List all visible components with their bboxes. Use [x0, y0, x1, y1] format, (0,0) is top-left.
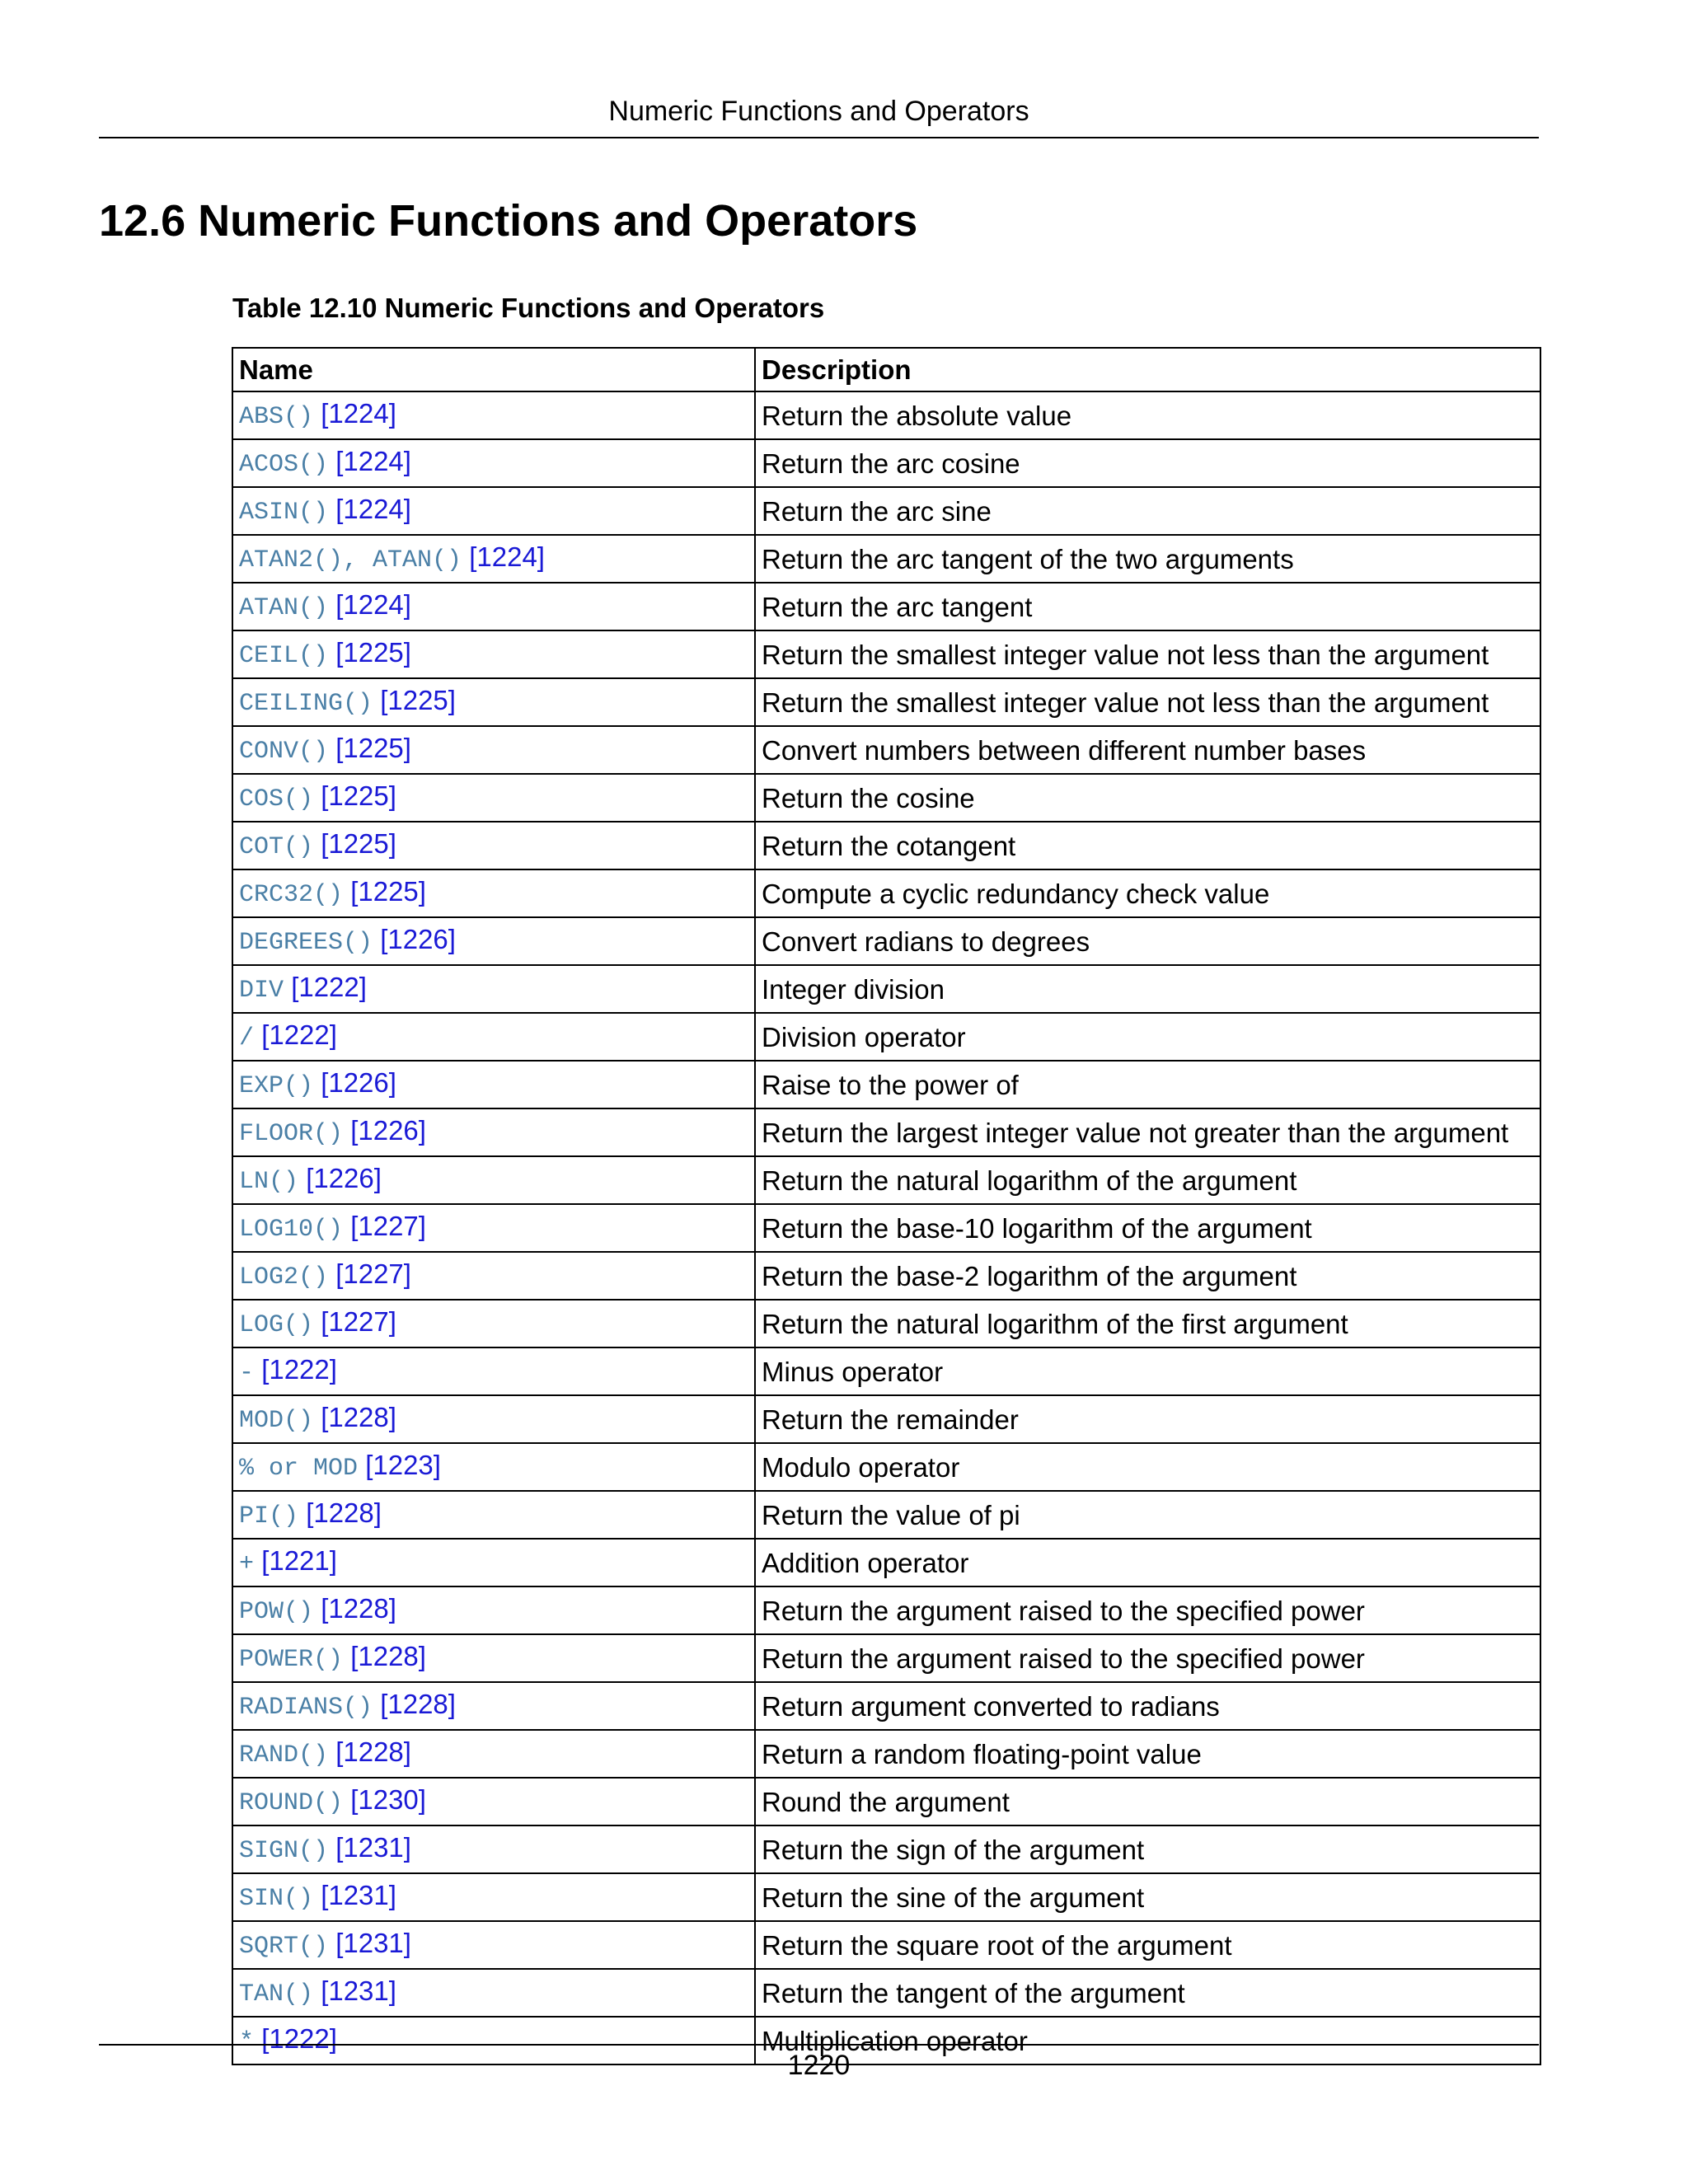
page-reference-link[interactable]: [1225]	[335, 637, 411, 668]
description-cell: Minus operator	[755, 1347, 1540, 1395]
page-reference-link[interactable]: [1222]	[261, 1354, 337, 1385]
function-name-cell	[232, 678, 755, 726]
table-row	[232, 1682, 1540, 1730]
table-row	[232, 965, 1540, 1013]
page-number: 1220	[787, 2050, 851, 2081]
function-name: PI()	[239, 1502, 299, 1530]
function-name: POWER()	[239, 1646, 344, 1674]
page-reference-link[interactable]: [1224]	[469, 541, 545, 572]
function-name: ROUND()	[239, 1789, 344, 1817]
function-name-cell	[232, 822, 755, 869]
function-name-cell	[232, 535, 755, 583]
function-name-cell	[232, 1586, 755, 1634]
function-name-cell	[232, 869, 755, 917]
table-row	[232, 1539, 1540, 1586]
page-reference-link[interactable]: [1226]	[306, 1163, 382, 1193]
function-name: RADIANS()	[239, 1694, 373, 1722]
function-name: TAN()	[239, 1980, 314, 2008]
column-header-name: Name	[232, 348, 755, 391]
description-cell: Return the arc tangent	[755, 583, 1540, 630]
function-name-cell	[232, 1539, 755, 1586]
page-reference-link[interactable]: [1231]	[321, 1975, 396, 2006]
function-name: LOG2()	[239, 1263, 329, 1291]
function-name: ATAN()	[239, 594, 329, 622]
function-name-cell	[232, 1682, 755, 1730]
function-name: *	[239, 2028, 255, 2056]
description-cell: Return the tangent of the argument	[755, 1969, 1540, 2017]
page-reference-link[interactable]: [1228]	[321, 1402, 396, 1432]
description-cell: Return the natural logarithm of the first argument	[755, 1300, 1540, 1347]
description-cell: Compute a cyclic redundancy check value	[755, 869, 1540, 917]
page-reference-link[interactable]: [1224]	[321, 398, 396, 429]
function-name-cell	[232, 1300, 755, 1347]
page-reference-link[interactable]: [1224]	[335, 589, 411, 620]
function-name-cell	[232, 439, 755, 487]
description-cell: Return the value of pi	[755, 1491, 1540, 1539]
function-name-cell	[232, 1204, 755, 1252]
description-cell: Multiplication operator	[755, 2017, 1540, 2064]
description-cell: Convert radians to degrees	[755, 917, 1540, 965]
table-row	[232, 439, 1540, 487]
function-name: CONV()	[239, 738, 329, 766]
description-cell: Return the arc cosine	[755, 439, 1540, 487]
description-cell: Return the sine of the argument	[755, 1873, 1540, 1921]
table-row	[232, 535, 1540, 583]
function-name: MOD()	[239, 1407, 314, 1435]
function-name-cell	[232, 1825, 755, 1873]
page-reference-link[interactable]: [1224]	[335, 494, 411, 524]
description-cell: Return the base-2 logarithm of the argument	[755, 1252, 1540, 1300]
function-name: +	[239, 1550, 255, 1578]
function-name-cell	[232, 487, 755, 535]
function-name: DIV	[239, 977, 284, 1005]
table-row	[232, 1921, 1540, 1969]
description-cell: Round the argument	[755, 1778, 1540, 1825]
description-cell: Convert numbers between different number bases	[755, 726, 1540, 774]
page-reference-link[interactable]: [1222]	[291, 972, 367, 1002]
page-reference-link[interactable]: [1231]	[335, 1832, 411, 1863]
description-cell: Return the argument raised to the specified power	[755, 1586, 1540, 1634]
function-name: % or MOD	[239, 1455, 359, 1483]
page-reference-link[interactable]: [1231]	[321, 1880, 396, 1910]
table-row	[232, 1491, 1540, 1539]
page-reference-link[interactable]: [1223]	[365, 1450, 441, 1480]
function-name: SIGN()	[239, 1837, 329, 1865]
function-name-cell	[232, 1395, 755, 1443]
functions-table	[232, 347, 1541, 2065]
description-cell: Modulo operator	[755, 1443, 1540, 1491]
table-row	[232, 1061, 1540, 1108]
table-row	[232, 1300, 1540, 1347]
function-name-cell	[232, 1013, 755, 1061]
function-name-cell	[232, 1252, 755, 1300]
function-name: ASIN()	[239, 499, 329, 527]
page-reference-link[interactable]: [1225]	[335, 733, 411, 763]
table-header-row	[232, 348, 1540, 391]
function-name: CRC32()	[239, 881, 344, 909]
footer-rule	[99, 2044, 1539, 2046]
description-cell: Return the cotangent	[755, 822, 1540, 869]
page-reference-link[interactable]: [1225]	[321, 828, 396, 859]
page-reference-link[interactable]: [1222]	[261, 2023, 337, 2054]
table-row	[232, 774, 1540, 822]
column-header-description: Description	[755, 348, 1540, 391]
table-row	[232, 1586, 1540, 1634]
function-name: CEIL()	[239, 642, 329, 670]
function-name-cell	[232, 630, 755, 678]
function-name: COT()	[239, 833, 314, 861]
page-reference-link[interactable]: [1228]	[321, 1593, 396, 1624]
header-rule	[99, 137, 1539, 138]
function-name: LN()	[239, 1168, 299, 1196]
page-reference-link[interactable]: [1225]	[350, 876, 426, 907]
description-cell: Division operator	[755, 1013, 1540, 1061]
function-name-cell	[232, 1921, 755, 1969]
section-title: 12.6 Numeric Functions and Operators	[99, 196, 918, 246]
function-name-cell	[232, 1347, 755, 1395]
function-name-cell	[232, 1730, 755, 1778]
function-name: RAND()	[239, 1741, 329, 1769]
function-name-cell	[232, 1634, 755, 1682]
description-cell: Integer division	[755, 965, 1540, 1013]
function-name-cell	[232, 391, 755, 439]
page-reference-link[interactable]: [1225]	[321, 780, 396, 811]
function-name-cell	[232, 1061, 755, 1108]
function-name: ABS()	[239, 403, 314, 431]
page-reference-link[interactable]: [1226]	[321, 1067, 396, 1098]
table-body	[232, 391, 1540, 2064]
function-name: LOG10()	[239, 1216, 344, 1244]
description-cell: Return the smallest integer value not less than the argument	[755, 678, 1540, 726]
table-row	[232, 630, 1540, 678]
description-cell: Return the remainder	[755, 1395, 1540, 1443]
function-name: EXP()	[239, 1072, 314, 1100]
table-row	[232, 1873, 1540, 1921]
function-name-cell	[232, 726, 755, 774]
table-row	[232, 917, 1540, 965]
table-row	[232, 1347, 1540, 1395]
table-row	[232, 869, 1540, 917]
function-name-cell	[232, 774, 755, 822]
function-name-cell	[232, 1969, 755, 2017]
description-cell: Return the argument raised to the specified power	[755, 1634, 1540, 1682]
function-name-cell	[232, 583, 755, 630]
table-row	[232, 1778, 1540, 1825]
description-cell: Addition operator	[755, 1539, 1540, 1586]
table-row	[232, 1634, 1540, 1682]
page-reference-link[interactable]: [1224]	[335, 446, 411, 476]
function-name: LOG()	[239, 1311, 314, 1339]
function-name-cell	[232, 1156, 755, 1204]
table-row	[232, 726, 1540, 774]
function-name-cell	[232, 1778, 755, 1825]
function-name: -	[239, 1359, 255, 1387]
function-name: SIN()	[239, 1885, 314, 1913]
table-row	[232, 583, 1540, 630]
function-name: CEILING()	[239, 690, 373, 718]
function-name: POW()	[239, 1598, 314, 1626]
function-name-cell	[232, 1873, 755, 1921]
page-reference-link[interactable]: [1225]	[380, 685, 456, 715]
table-row	[232, 1825, 1540, 1873]
table-row	[232, 487, 1540, 535]
page-reference-link[interactable]: [1227]	[321, 1306, 396, 1337]
page-reference-link[interactable]: [1227]	[335, 1258, 411, 1289]
table-row	[232, 822, 1540, 869]
function-name: DEGREES()	[239, 929, 373, 957]
page-reference-link[interactable]: [1230]	[350, 1784, 426, 1815]
description-cell: Return the cosine	[755, 774, 1540, 822]
page-reference-link[interactable]: [1226]	[350, 1115, 426, 1146]
page-reference-link[interactable]: [1226]	[380, 924, 456, 954]
function-name: /	[239, 1024, 255, 1052]
page-reference-link[interactable]: [1228]	[350, 1641, 426, 1671]
function-name-cell	[232, 1108, 755, 1156]
description-cell: Return a random floating-point value	[755, 1730, 1540, 1778]
table-row	[232, 1443, 1540, 1491]
function-name-cell	[232, 1491, 755, 1539]
function-name: ACOS()	[239, 451, 329, 479]
table-row	[232, 1252, 1540, 1300]
table-row	[232, 1013, 1540, 1061]
page-reference-link[interactable]: [1227]	[350, 1211, 426, 1241]
table-row	[232, 1108, 1540, 1156]
description-cell: Return the square root of the argument	[755, 1921, 1540, 1969]
table-caption: Table 12.10 Numeric Functions and Operators	[232, 293, 825, 323]
table-row	[232, 1156, 1540, 1204]
description-cell: Raise to the power of	[755, 1061, 1540, 1108]
table-row	[232, 391, 1540, 439]
table-row	[232, 1969, 1540, 2017]
table-row	[232, 678, 1540, 726]
function-name: ATAN2(), ATAN()	[239, 546, 462, 574]
table-row	[232, 1395, 1540, 1443]
page-reference-link[interactable]: [1231]	[335, 1928, 411, 1958]
description-cell: Return the base-10 logarithm of the argument	[755, 1204, 1540, 1252]
table-row	[232, 1204, 1540, 1252]
description-cell: Return the smallest integer value not less than the argument	[755, 630, 1540, 678]
page-reference-link[interactable]: [1228]	[306, 1497, 382, 1528]
page-reference-link[interactable]: [1221]	[261, 1545, 337, 1576]
page-reference-link[interactable]: [1228]	[335, 1736, 411, 1767]
function-name-cell	[232, 917, 755, 965]
description-cell: Return the natural logarithm of the argument	[755, 1156, 1540, 1204]
description-cell: Return argument converted to radians	[755, 1682, 1540, 1730]
description-cell: Return the arc sine	[755, 487, 1540, 535]
function-name: COS()	[239, 785, 314, 813]
page-reference-link[interactable]: [1228]	[380, 1689, 456, 1719]
description-cell: Return the sign of the argument	[755, 1825, 1540, 1873]
description-cell: Return the arc tangent of the two arguments	[755, 535, 1540, 583]
function-name: SQRT()	[239, 1933, 329, 1961]
function-name: FLOOR()	[239, 1120, 344, 1148]
page-reference-link[interactable]: [1222]	[261, 1019, 337, 1050]
description-cell: Return the largest integer value not greater than the argument	[755, 1108, 1540, 1156]
function-name-cell	[232, 965, 755, 1013]
function-name-cell	[232, 1443, 755, 1491]
description-cell: Return the absolute value	[755, 391, 1540, 439]
running-header: Numeric Functions and Operators	[608, 96, 1029, 127]
table-row	[232, 1730, 1540, 1778]
